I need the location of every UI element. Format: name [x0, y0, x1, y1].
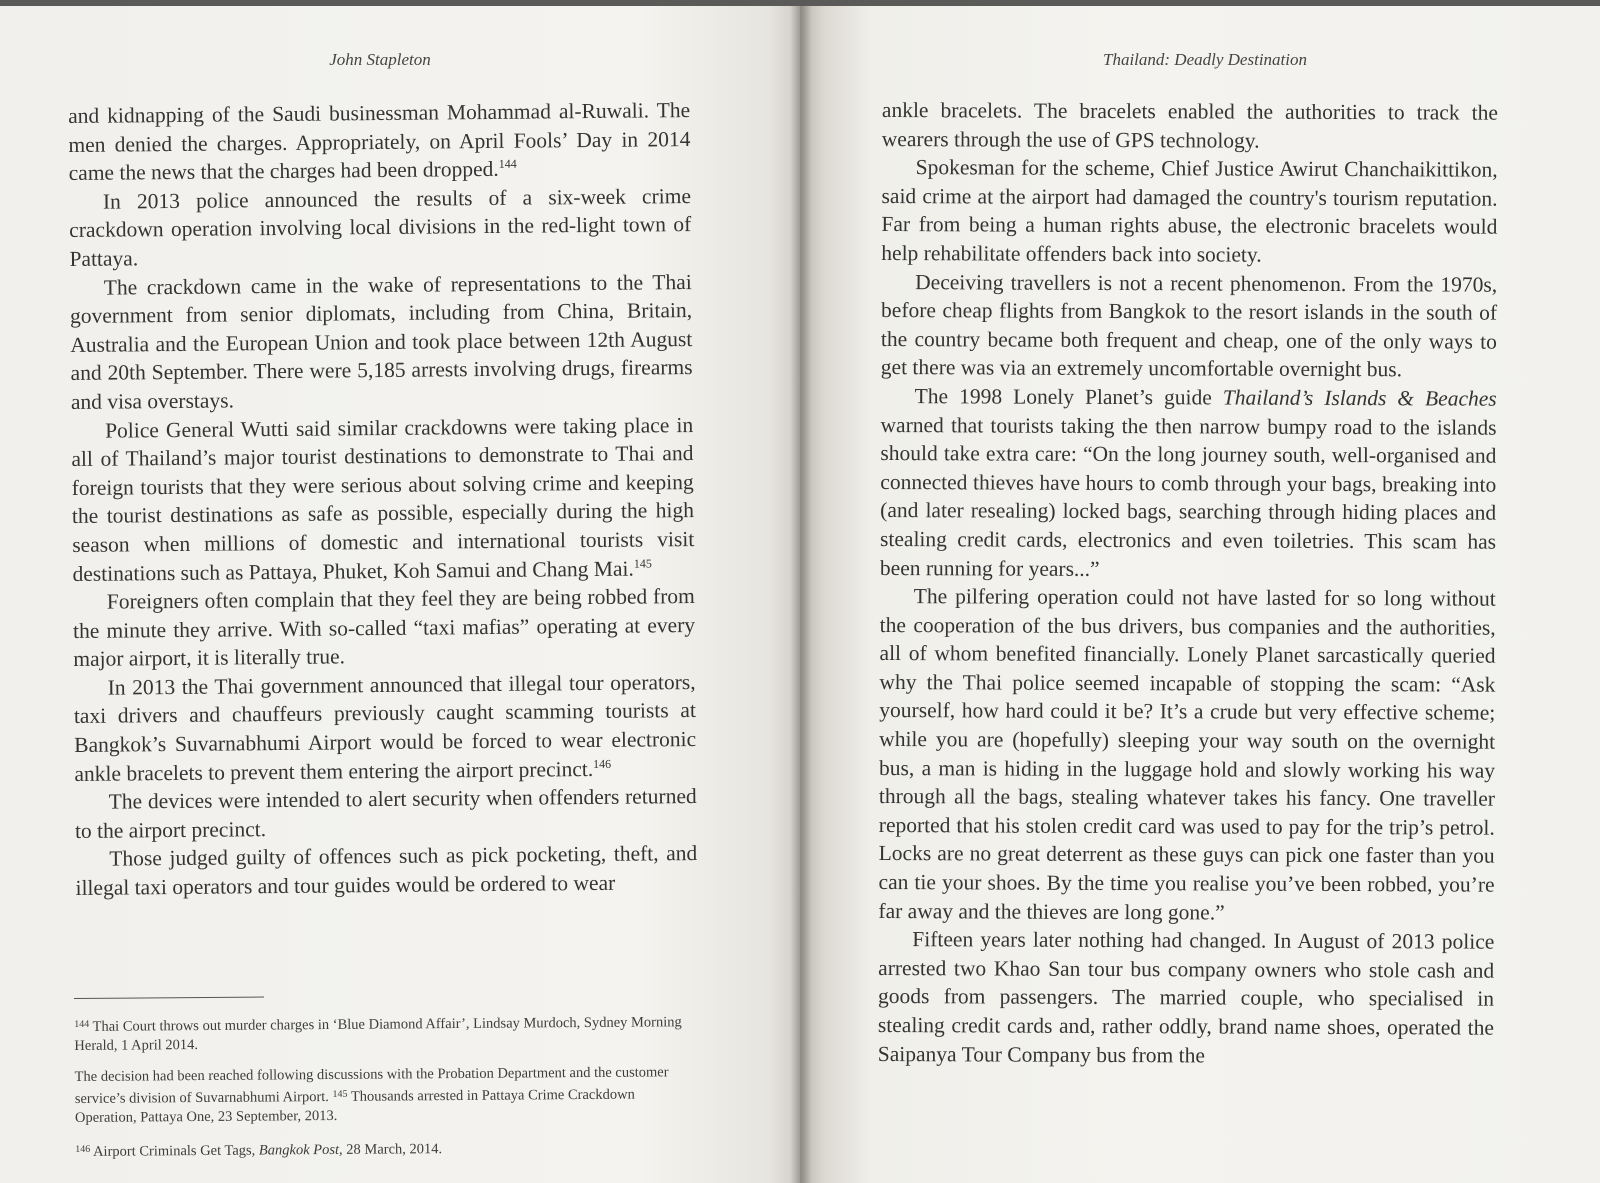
footnote-ref: 145: [633, 555, 652, 571]
right-paragraph: Spokesman for the scheme, Chief Justice Awirut Chanchaikittikon, said crime at the airport had damaged the country's tourism reputation. Far from being a human rights abuse, the electronic bracelets would help rehabilitate offenders back into society.: [881, 155, 1498, 267]
left-paragraph: and kidnapping of the Saudi businessman Mohammad al-Ruwali. The men denied the charges. Appropriately, on April Fools’ Day in 2014 came the news that the charges had been dropped.$^{144}$: [68, 98, 691, 186]
footnote-rule: [74, 997, 264, 999]
left-paragraph: The crackdown came in the wake of representations to the Thai government from senior diplomats, including from China, Britain, Australia and the European Union and took place between 12th August and 20th September. There were 5,185 arrests involving drugs, firearms and visa overstays.: [69, 269, 693, 414]
footnote-144: $^{144}$ Thai Court throws out murder charges in ‘Blue Diamond Affair’, Lindsay Murdoch, Sydney Morning Herald, 1 April 2014.: [74, 1014, 682, 1054]
right-paragraph: The pilfering operation could not have lasted for so long without the cooperation of the bus drivers, bus companies and the authorities, all of whom benefited financially. Lonely Planet sarcastically queried why the Thai police seemed incapable of stopping the scam: “Ask yourself, how hard could it be? It’s a crude but very effective scheme; while you are (hopefully) sleeping your way south on the overnight bus, a man is hiding in the luggage hold and slowly working his way through all the bags, stealing whatever takes his fancy. One traveller reported that his stolen credit card was used to pay for the trip’s petrol. Locks are no great deterrent as these guys can pick one faster than you can tie your shoes. By the time you realise you’ve been robbed, you’re far away and the thieves are long gone.”: [878, 584, 1496, 925]
left-paragraph: The devices were intended to alert security when offenders returned to the airport precinct.: [74, 784, 697, 843]
left-paragraph: Those judged guilty of offences such as pick pocketing, theft, and illegal taxi operators and tour guides would be ordered to wear: [75, 841, 698, 900]
right-body-text: [878, 96, 1498, 1071]
book-title: Thailand’s Islands & Beaches: [1222, 385, 1497, 411]
footnotes: [74, 993, 691, 1174]
left-page: [0, 6, 800, 1183]
footnote-145: The decision had been reached following discussions with the Probation Department and the customer service’s division of Suvarnabhumi Airport. $^{145}$ Thousands arrested in Pattaya Crime Crackdown Operation, Pattaya One, 23 September, 2013.: [74, 1064, 669, 1126]
left-paragraph: In 2013 police announced the results of a six-week crime crackdown operation involving local divisions in the red-light town of Pattaya.: [69, 183, 692, 271]
left-paragraph: In 2013 the Thai government announced that illegal tour operators, taxi drivers and chauffeurs previously caught scamming tourists at Bangkok’s Suvarnabhumi Airport would be forced to wear electronic ankle bracelets to prevent them entering the airport precinct.$^{146}$: [73, 669, 697, 786]
footnote-ref: 146: [593, 756, 612, 771]
left-paragraph: Police General Wutti said similar crackdowns were taking place in all of Thailand’s major tourist destinations to demonstrate to Thai and foreign tourists that they were serious about solving crime and keeping the tourist destinations as safe as possible, especially during the high season when millions of domestic and international tourists visit destinations such as Pattaya, Phuket, Koh Samui and Chang Mai.$^{145}$: [71, 412, 695, 586]
book-spread: [0, 6, 1600, 1183]
right-paragraph: The 1998 Lonely Planet’s guide Thailand’s Islands & Beaches warned that tourists taking the then narrow bumpy road to the islands should take extra care: “On the long journey south, well-organised and connected thieves have hours to comb through your bags, breaking into (and later resealing) locked bags, searching through hiding places and stealing credit cards, electronics and even toiletries. This scam has been running for years...”: [879, 384, 1497, 581]
left-paragraph: Foreigners often complain that they feel they are being robbed from the minute they arrive. With so-called “taxi mafias” operating at every major airport, it is literally true.: [72, 584, 696, 672]
right-paragraph: ankle bracelets. The bracelets enabled the authorities to track the wearers through the use of GPS technology.: [881, 97, 1498, 153]
footnote-ref: 144: [498, 156, 517, 172]
right-paragraph: Fifteen years later nothing had changed. In August of 2013 police arrested two Khao San tour bus company owners who stole cash and goods from passengers. The married couple, who specialised in stealing credit cards and, rather oddly, brand name shoes, operated the Saipanya Tour Company bus from the: [877, 927, 1495, 1068]
right-running-head: Thailand: Deadly Destination: [1103, 50, 1307, 69]
left-running-head: John Stapleton: [329, 50, 431, 69]
book-gutter-shadow: [790, 6, 812, 1183]
right-paragraph: Deceiving travellers is not a recent phenomenon. From the 1970s, before cheap flights from Bangkok to the resort islands in the south of the country became both frequent and cheap, one of the only ways to get there was via an extremely uncomfortable overnight bus.: [880, 269, 1498, 382]
left-body-text: [68, 96, 698, 903]
footnote-146: $^{146}$ Airport Criminals Get Tags, Bangkok Post, 28 March, 2014.: [75, 1141, 443, 1160]
right-page: [800, 6, 1600, 1183]
